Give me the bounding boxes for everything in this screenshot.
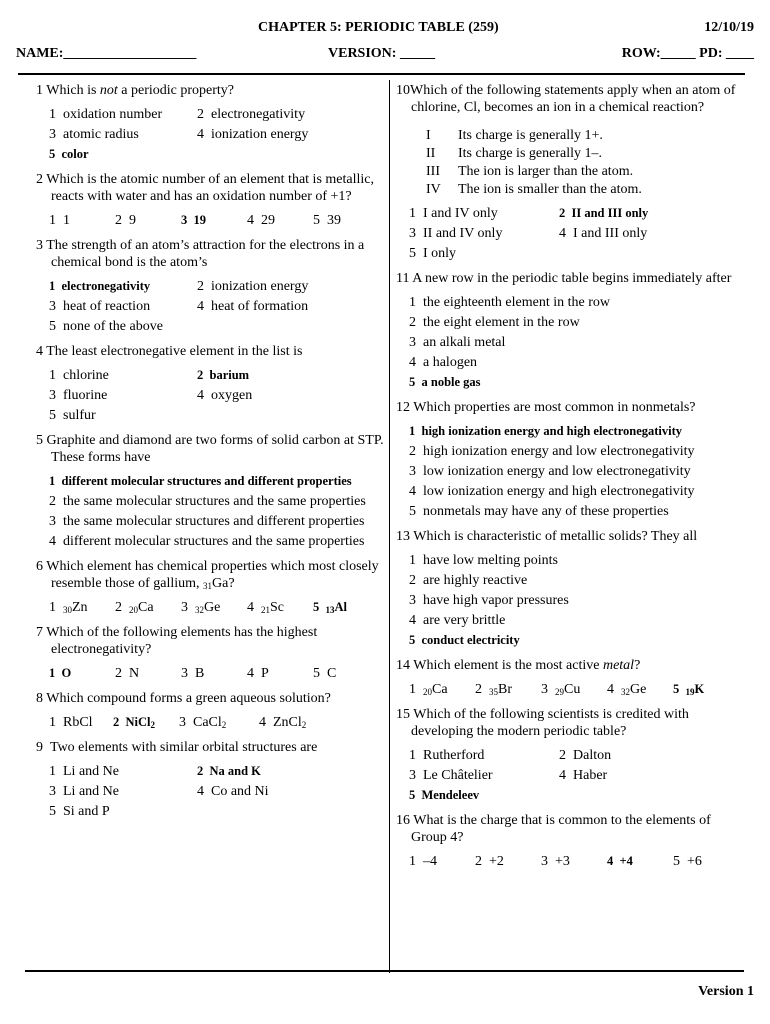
question-12 [396,399,746,520]
question-text: 4 The least electronegative element in the list is [36,344,303,359]
answer-choice-4[interactable]: 4 P [247,666,269,681]
answer-choices [396,747,746,804]
page-title: CHAPTER 5: PERIODIC TABLE (259) [258,20,499,35]
answer-choice-1[interactable]: 1 chlorine [49,368,109,383]
statement-list [426,127,746,198]
answer-choice-5[interactable]: 5 none of the above [49,319,163,334]
answer-choice-2[interactable]: 2 Dalton [559,748,612,763]
answer-choices [396,205,746,262]
answer-choices [396,423,746,520]
question-text: 11 A new row in the periodic table begins immediately after [396,271,732,286]
header-divider [18,73,745,75]
question-text: 16 What is the charge that is common to the elements of Group 4? [396,813,711,845]
answer-choice-3[interactable]: 3 low ionization energy and low electronegativity [409,464,691,479]
answer-choice-2[interactable]: 2 electronegativity [197,107,306,122]
question-11 [396,270,746,391]
question-5 [36,432,384,550]
answer-choice-2[interactable]: 2 high ionization energy and low electronegativity [409,444,695,459]
answer-choice-3[interactable]: 3 the same molecular structures and different properties [49,514,365,529]
answer-choice-4[interactable]: 4 low ionization energy and high electronegativity [409,484,695,499]
answer-choice-1[interactable]: 1 Li and Ne [49,764,119,779]
answer-choice-5[interactable]: 5 color [49,147,89,161]
answer-choices [396,681,746,698]
answer-choice-2[interactable]: 2 II and III only [559,206,649,220]
question-text: 14 Which element is the most active metal? [396,658,641,673]
question-2 [36,171,384,229]
answer-choice-4[interactable]: 4 $_{21}$Sc [247,600,284,615]
answer-choice-5[interactable]: 5 +6 [673,854,702,869]
answer-choice-4[interactable]: 4 different molecular structures and the same properties [49,534,365,549]
left-column [36,82,384,828]
statement-text: Its charge is generally 1–. [458,146,602,161]
question-text: 1 Which is not a periodic property? [36,83,235,98]
answer-choice-1[interactable]: 1 RbCl [49,715,93,730]
answer-choice-3[interactable]: 3 $_{29}$Cu [541,682,581,697]
answer-choice-5[interactable]: 5 Si and P [49,804,110,819]
answer-choice-2[interactable]: 2 NiCl$_2$ [113,715,155,730]
row-period-field[interactable]: ROW:_____ PD: ____ [621,46,754,61]
answer-choice-1[interactable]: 1 O [49,666,72,680]
statement-numeral: II [426,146,436,161]
question-9 [36,739,384,820]
question-13 [396,528,746,649]
answer-choice-4[interactable]: 4 a halogen [409,355,478,370]
answer-choice-2[interactable]: 2 barium [197,368,250,382]
answer-choices [36,665,384,682]
answer-choice-1[interactable]: 1 –4 [409,854,437,869]
answer-choice-4[interactable]: 4 $_{32}$Ge [607,682,647,697]
answer-choice-2[interactable]: 2 $_{20}$Ca [115,600,154,615]
question-text: 10Which of the following statements apply when an atom of chlorine, Cl, becomes an ion in a chemical reaction? [396,83,736,115]
answer-choice-1[interactable]: 1 oxidation number [49,107,163,122]
answer-choices [36,212,384,229]
footer-divider [25,970,744,972]
answer-choice-1[interactable]: 1 I and IV only [409,206,498,221]
answer-choice-3[interactable]: 3 fluorine [49,388,108,403]
question-15 [396,706,746,804]
answer-choice-4[interactable]: 4 are very brittle [409,613,506,628]
statement-text: Its charge is generally 1+. [458,128,603,143]
question-text: 13 Which is characteristic of metallic solids? They all [396,529,698,544]
answer-choice-4[interactable]: 4 Haber [559,768,608,783]
answer-choice-2[interactable]: 2 the eight element in the row [409,315,580,330]
question-text: 2 Which is the atomic number of an element that is metallic, reacts with water and has an oxidation number of +1? [36,172,374,204]
answer-choice-3[interactable]: 3 19 [181,213,206,227]
question-6 [36,558,384,616]
answer-choice-2[interactable]: 2 9 [115,213,136,228]
answer-choice-4[interactable]: 4 heat of formation [197,299,309,314]
answer-choice-4[interactable]: 4 +4 [607,854,633,868]
answer-choices [36,763,384,820]
question-text: 7 Which of the following elements has the highest electronegativity? [36,625,318,657]
right-column [396,82,746,878]
version-field[interactable]: VERSION: _____ [328,46,435,61]
question-16 [396,812,746,870]
answer-choice-1[interactable]: 1 the eighteenth element in the row [409,295,610,310]
column-divider [389,80,390,973]
statement-text: The ion is smaller than the atom. [458,182,642,197]
answer-choices [36,367,384,424]
statement-text: The ion is larger than the atom. [458,164,634,179]
answer-choice-1[interactable]: 1 electronegativity [49,279,151,293]
answer-choice-3[interactable]: 3 atomic radius [49,127,139,142]
question-text: 3 The strength of an atom’s attraction for the electrons in a chemical bond is the atom’s [36,238,365,270]
answer-choice-2[interactable]: 2 Na and K [197,764,261,778]
answer-choice-3[interactable]: 3 heat of reaction [49,299,151,314]
answer-choice-5[interactable]: 5 a noble gas [409,375,481,389]
answer-choices [396,853,746,870]
answer-choice-1[interactable]: 1 have low melting points [409,553,558,568]
answer-choice-2[interactable]: 2 +2 [475,854,504,869]
question-10 [396,82,746,262]
question-text: 5 Graphite and diamond are two forms of solid carbon at STP. These forms have [36,433,384,465]
answer-choice-2[interactable]: 2 $_{35}$Br [475,682,512,697]
question-1 [36,82,384,163]
answer-choice-4[interactable]: 4 Co and Ni [197,784,269,799]
answer-choice-2[interactable]: 2 are highly reactive [409,573,528,588]
statement-numeral: IV [426,182,441,197]
answer-choice-5[interactable]: 5 $_{19}$K [673,682,705,697]
answer-choice-4[interactable]: 4 29 [247,213,275,228]
answer-choices [36,599,384,616]
question-14 [396,657,746,698]
answer-choices [36,473,384,550]
answer-choice-3[interactable]: 3 $_{32}$Ge [181,600,221,615]
answer-choice-4[interactable]: 4 ZnCl$_2$ [259,715,307,730]
answer-choice-5[interactable]: 5 sulfur [49,408,96,423]
question-text: 12 Which properties are most common in nonmetals? [396,400,696,415]
date: 12/10/19 [704,20,754,35]
answer-choice-4[interactable]: 4 ionization energy [197,127,309,142]
statement-numeral: I [426,128,431,143]
answer-choice-5[interactable]: 5 nonmetals may have any of these properties [409,504,669,519]
question-text: 9 Two elements with similar orbital structures are [36,740,318,755]
answer-choice-2[interactable]: 2 the same molecular structures and the same properties [49,494,366,509]
answer-choice-1[interactable]: 1 Rutherford [409,748,485,763]
answer-choice-3[interactable]: 3 CaCl$_2$ [179,715,227,730]
answer-choices [396,294,746,391]
question-4 [36,343,384,424]
question-8 [36,690,384,731]
answer-choice-3[interactable]: 3 +3 [541,854,570,869]
version-footer: Version 1 [698,984,754,999]
answer-choice-1[interactable]: 1 $_{20}$Ca [409,682,448,697]
answer-choice-1[interactable]: 1 high ionization energy and high electronegativity [409,424,683,438]
answer-choice-1[interactable]: 1 1 [49,213,70,228]
answer-choice-2[interactable]: 2 ionization energy [197,279,309,294]
answer-choice-3[interactable]: 3 have high vapor pressures [409,593,569,608]
answer-choice-4[interactable]: 4 oxygen [197,388,253,403]
answer-choices [36,106,384,163]
answer-choice-3[interactable]: 3 Li and Ne [49,784,119,799]
answer-choice-5[interactable]: 5 Mendeleev [409,788,480,802]
name-field[interactable]: NAME:___________________ [16,46,197,61]
answer-choice-2[interactable]: 2 N [115,666,140,681]
question-text: 15 Which of the following scientists is credited with developing the modern periodic table? [396,707,689,739]
question-3 [36,237,384,335]
answer-choice-5[interactable]: 5 I only [409,246,457,261]
statement-numeral: III [426,164,440,179]
answer-choices [36,714,384,731]
question-7 [36,624,384,682]
answer-choice-3[interactable]: 3 an alkali metal [409,335,506,350]
answer-choice-3[interactable]: 3 II and IV only [409,226,503,241]
answer-choice-5[interactable]: 5 39 [313,213,341,228]
answer-choices [396,552,746,649]
answer-choice-3[interactable]: 3 B [181,666,205,681]
answer-choice-5[interactable]: 5 C [313,666,337,681]
question-text: 8 Which compound forms a green aqueous solution? [36,691,331,706]
answer-choice-5[interactable]: 5 conduct electricity [409,633,520,647]
answer-choice-1[interactable]: 1 different molecular structures and different properties [49,474,352,488]
answer-choice-4[interactable]: 4 I and III only [559,226,648,241]
question-text: 6 Which element has chemical properties which most closely resemble those of gallium, $_{31}$Ga? [36,559,379,591]
answer-choice-3[interactable]: 3 Le Châtelier [409,768,493,783]
answer-choice-1[interactable]: 1 $_{30}$Zn [49,600,88,615]
answer-choice-5[interactable]: 5 $_{13}$Al [313,600,347,615]
answer-choices [36,278,384,335]
